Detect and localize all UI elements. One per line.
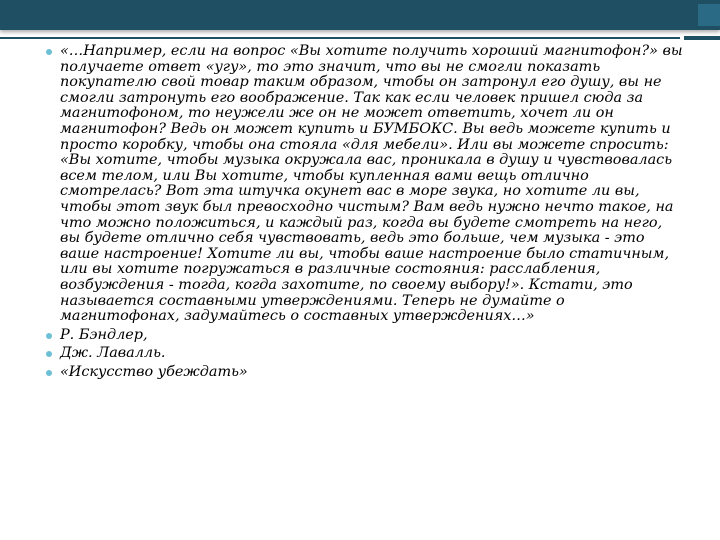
bullet-icon: [46, 333, 52, 339]
bullet-item-author-bandler: [46, 328, 686, 344]
bullet-item-book-title: [46, 365, 686, 381]
header-bar: [0, 0, 720, 30]
bullet-text: «Искусство убеждать»: [60, 363, 248, 380]
bullet-item-quote: [46, 44, 686, 325]
bullet-list: [46, 44, 686, 380]
bullet-icon: [46, 370, 52, 376]
header-accent: [698, 4, 720, 26]
bullet-icon: [46, 351, 52, 357]
bullet-icon: [46, 49, 52, 55]
bullet-text: «…Например, если на вопрос «Вы хотите получить хороший магнитофон?» вы получаете ответ «угу», то это значит, что вы не смогли показать покупателю свой товар таким образом, чтобы он затронул его душу, вы не смогли затронуть его воображение. Так как если человек пришел сюда за магнитофоном, то неужели же он не может ответить, хочет ли он магнитофон? Ведь он может купить и БУМБОКС. Вы ведь можете купить и просто коробку, чтобы она стояла «для мебели». Или вы можете спросить: «Вы хотите, чтобы музыка окружала вас, проникала в душу и чувствовалась всем телом, или Вы хотите, чтобы купленная вами вещь отлично смотрелась? Вот эта штучка окунет вас в море звука, но хотите ли вы, чтобы этот звук был превосходно чистым? Вам ведь нужно нечто такое, на что можно положиться, и каждый раз, когда вы будете смотреть на него, вы будете отлично себя чувствовать, ведь это больше, чем музыка - это ваше настроение! Хотите ли вы, чтобы ваше настроение было статичным, или вы хотите погружаться в различные состояния: расслабления, возбуждения - тогда, когда захотите, по своему выбору!». Кстати, это называется составными утверждениями. Теперь не думайте о магнитофонах, задумайтесь о составных утверждениях…»: [60, 43, 683, 325]
slide-body: [46, 44, 686, 383]
bullet-item-author-lavalle: [46, 346, 686, 362]
bullet-text: Дж. Лавалль.: [60, 345, 166, 362]
divider-line: [0, 37, 680, 39]
divider-accent: [684, 36, 720, 40]
bullet-text: Р. Бэндлер,: [60, 326, 148, 343]
